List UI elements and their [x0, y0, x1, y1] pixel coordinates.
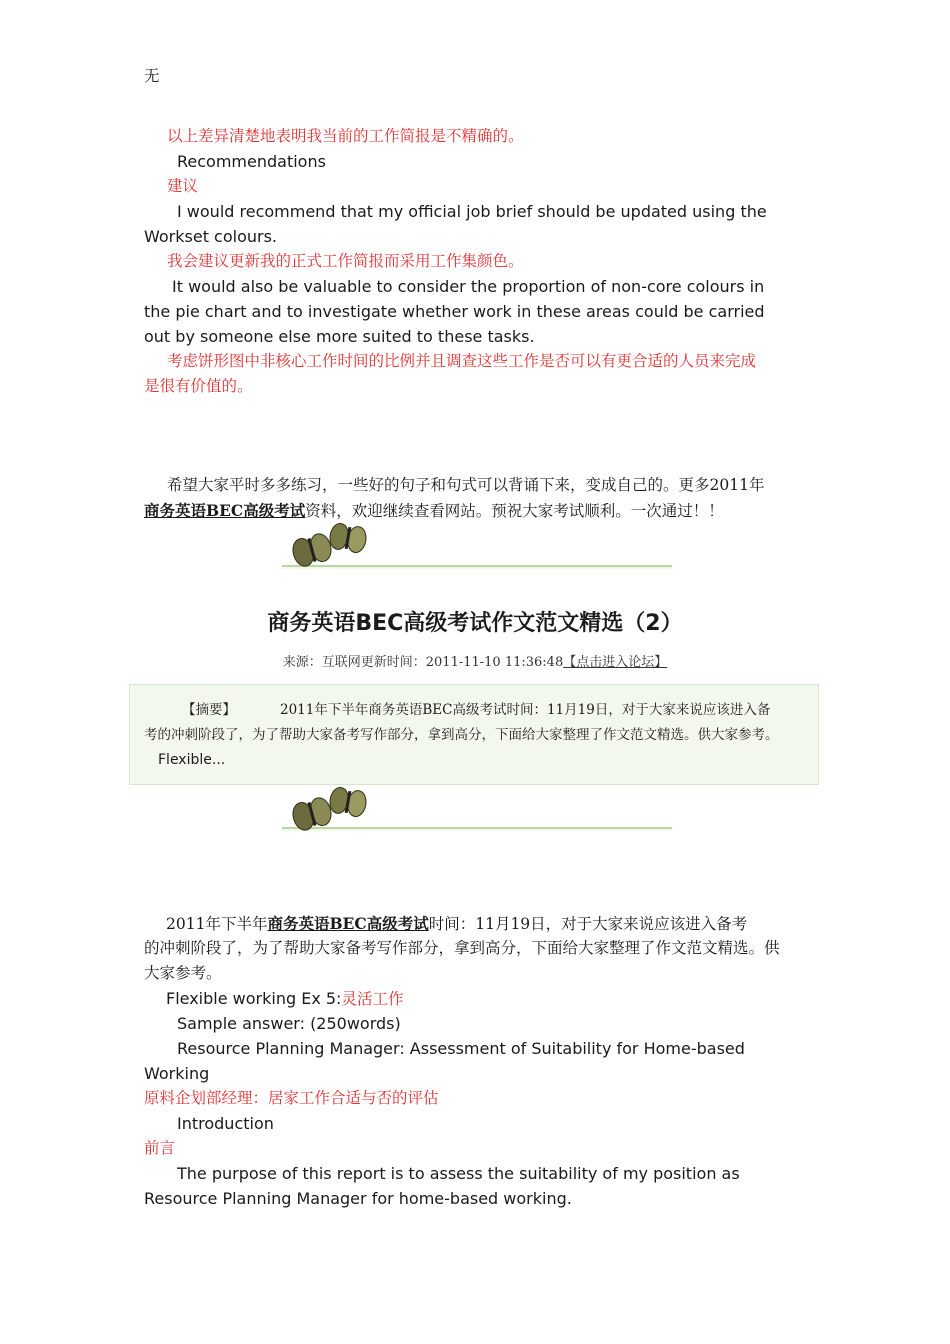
purpose-line1: The purpose of this report is to assess the suitability of my position as	[177, 1164, 740, 1183]
diff-note-cn: 以上差异清楚地表明我当前的工作简报是不精确的。	[167, 127, 524, 145]
closing-line1: 希望大家平时多多练习，一些好的句子和句式可以背诵下来，变成自己的。更多2011年	[167, 476, 765, 494]
closing-line2-rest: 资料，欢迎继续查看网站。预祝大家考试顺利。一次通过！！	[305, 502, 724, 520]
intro-line3: 大家参考。	[144, 964, 222, 982]
rec-p2-line3: out by someone else more suited to these tasks.	[144, 327, 535, 346]
article-meta	[0, 651, 950, 670]
exercise-heading	[166, 986, 403, 1012]
bec-link-2[interactable]: 商务英语BEC高级考试	[267, 914, 429, 933]
rec-p2-cn-line2: 是很有价值的。	[144, 377, 253, 395]
introduction-heading-cn: 前言	[144, 1139, 176, 1157]
closing-line2	[144, 498, 724, 524]
summary-box	[129, 684, 819, 785]
exercise-en: Flexible working Ex 5:	[166, 989, 342, 1008]
butterfly-divider-icon	[282, 522, 672, 582]
summary-line2: 考的冲刺阶段了，为了帮助大家备考写作部分，拿到高分，下面给大家整理了作文范文精选。供大家参考。	[144, 727, 779, 743]
summary-line3: Flexible...	[158, 752, 226, 768]
rec-p1-line2: Workset colours.	[144, 227, 278, 246]
wu-text: 无	[144, 67, 160, 85]
intro-line1-pre: 2011年下半年	[166, 915, 268, 933]
introduction-heading: Introduction	[177, 1114, 274, 1133]
intro-line1	[166, 911, 747, 937]
recommendations-heading: Recommendations	[177, 152, 326, 171]
article-meta-text: 来源：互联网更新时间：2011-11-10 11:36:48	[282, 655, 564, 670]
intro-line1-post: 时间：11月19日，对于大家来说应该进入备考	[428, 915, 748, 933]
rpm-line1: Resource Planning Manager: Assessment of Suitability for Home-based	[177, 1039, 745, 1058]
rec-p1-cn: 我会建议更新我的正式工作简报而采用工作集颜色。	[167, 252, 524, 270]
intro-line2: 的冲刺阶段了，为了帮助大家备考写作部分，拿到高分，下面给大家整理了作文范文精选。供	[144, 939, 780, 957]
forum-link[interactable]: 【点击进入论坛】	[563, 655, 668, 670]
article-title: 商务英语BEC高级考试作文范文精选（2）	[267, 611, 683, 636]
summary-line1: 2011年下半年商务英语BEC高级考试时间：11月19日，对于大家来说应该进入备	[280, 702, 771, 718]
exercise-cn: 灵活工作	[341, 990, 404, 1008]
bec-link[interactable]: 商务英语BEC高级考试	[144, 501, 306, 520]
butterfly-divider-icon	[282, 786, 672, 846]
purpose-line2: Resource Planning Manager for home-based working.	[144, 1189, 572, 1208]
rpm-cn: 原料企划部经理：居家工作合适与否的评估	[144, 1089, 439, 1107]
recommendations-heading-cn: 建议	[167, 177, 199, 195]
rec-p2-line2: the pie chart and to investigate whether work in these areas could be carried	[144, 302, 765, 321]
rpm-line2: Working	[144, 1064, 210, 1083]
rec-p1-line1: I would recommend that my official job brief should be updated using the	[177, 202, 767, 221]
rec-p2-line1: It would also be valuable to consider the proportion of non-core colours in	[172, 277, 765, 296]
rec-p2-cn-line1: 考虑饼形图中非核心工作时间的比例并且调查这些工作是否可以有更合适的人员来完成	[167, 352, 757, 370]
sample-answer: Sample answer: (250words)	[177, 1014, 401, 1033]
summary-label: 【摘要】	[182, 702, 236, 718]
